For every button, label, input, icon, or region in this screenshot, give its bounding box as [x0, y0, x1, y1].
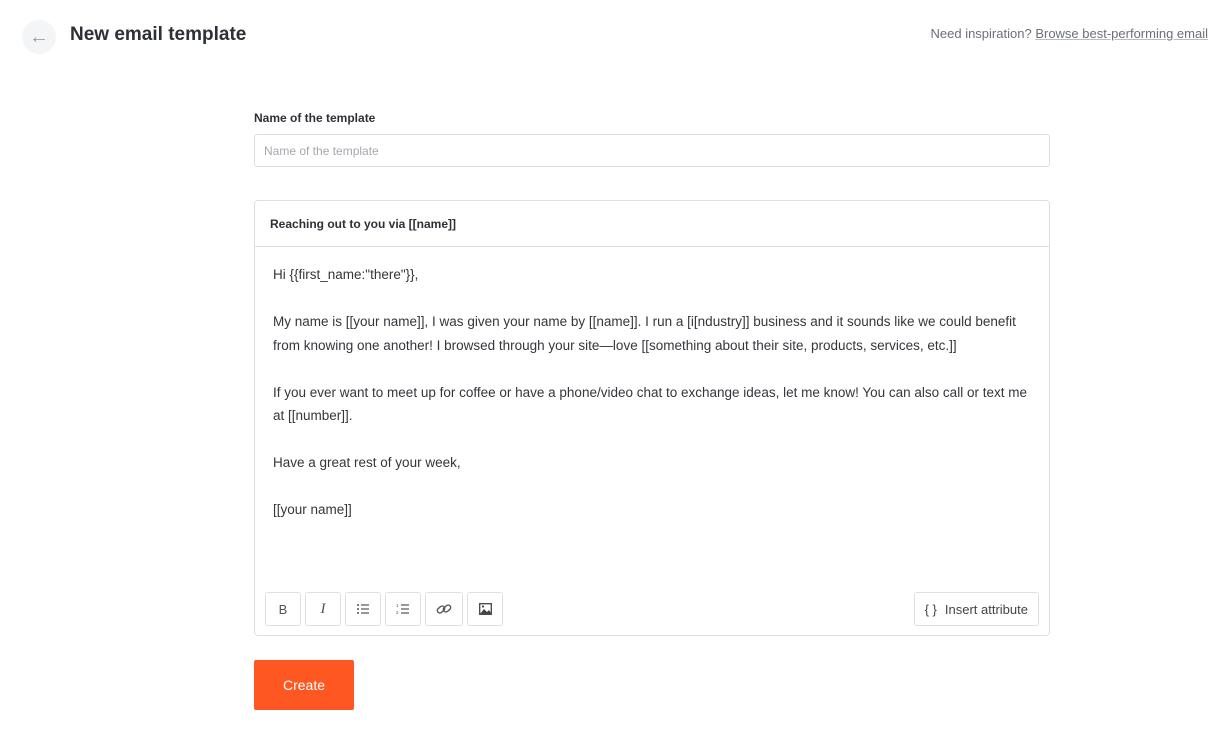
- bold-icon: B: [278, 601, 288, 617]
- numbered-list-icon: [396, 603, 410, 615]
- bullet-list-icon: [356, 603, 370, 615]
- page-title: New email template: [70, 24, 247, 45]
- email-body[interactable]: [255, 247, 1049, 561]
- body-paragraph: [[your name]]: [273, 502, 352, 517]
- svg-text:2: 2: [396, 610, 399, 615]
- image-icon: [479, 603, 492, 615]
- subject-line[interactable]: Reaching out to you via [[name]]: [255, 201, 1049, 247]
- italic-icon: I: [320, 600, 326, 617]
- create-button[interactable]: Create: [254, 660, 354, 710]
- body-paragraph: If you ever want to meet up for coffee or have a phone/video chat to exchange ideas, let me know! You can also call or text me at [[number]].: [273, 384, 1027, 423]
- svg-text:1: 1: [396, 603, 399, 608]
- italic-button[interactable]: [305, 592, 341, 626]
- bold-button[interactable]: [265, 592, 301, 626]
- inspiration-text: Need inspiration? Browse best-performing email: [930, 26, 1208, 41]
- link-icon: [436, 602, 452, 616]
- editor-toolbar: [265, 592, 1039, 626]
- email-editor: [254, 200, 1050, 636]
- numbered-list-button[interactable]: [385, 592, 421, 626]
- template-name-label: Name of the template: [254, 111, 376, 125]
- back-button[interactable]: [22, 20, 56, 54]
- bullet-list-button[interactable]: [345, 592, 381, 626]
- body-paragraph: Have a great rest of your week,: [273, 455, 461, 470]
- arrow-left-icon: ←: [29, 25, 49, 48]
- browse-link[interactable]: Browse best-performing email: [1035, 26, 1208, 41]
- link-button[interactable]: [425, 592, 463, 626]
- body-paragraph: My name is [[your name]], I was given your name by [[name]]. I run a [i[ndustry]] business and it sounds like we could benefit from knowing one another! I browsed through your site—love [[something about their site, products, services, etc.]]: [273, 314, 1016, 353]
- braces-icon: { }: [924, 601, 937, 617]
- body-paragraph: Hi {{first_name:"there"}},: [273, 267, 419, 282]
- image-button[interactable]: [467, 592, 503, 626]
- insert-attribute-button[interactable]: { } Insert attribute: [914, 592, 1039, 626]
- template-name-input[interactable]: [254, 134, 1050, 167]
